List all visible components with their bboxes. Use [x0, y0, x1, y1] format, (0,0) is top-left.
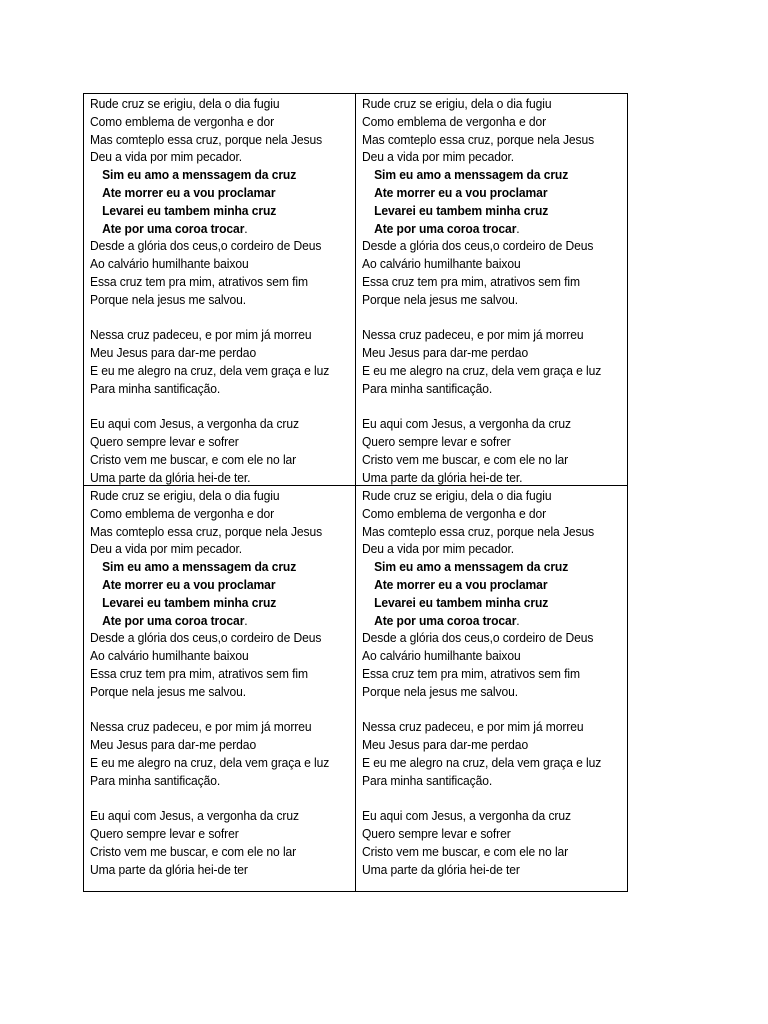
verse-line: Eu aqui com Jesus, a vergonha da cruz: [90, 416, 299, 432]
chorus-text: Ate morrer eu a vou proclamar: [102, 184, 276, 200]
verse-line: Essa cruz tem pra mim, atrativos sem fim: [362, 665, 580, 681]
chorus-line: [90, 576, 336, 594]
verse-line: Nessa cruz padeceu, e por mim já morreu: [90, 719, 312, 735]
verse-line: Rude cruz se erigiu, dela o dia fugiu: [362, 96, 552, 111]
verse-line: Desde a glória dos ceus,o cordeiro de Deus: [90, 630, 322, 646]
verse-line: Uma parte da glória hei-de ter.: [90, 469, 251, 485]
chorus-line: [90, 166, 336, 184]
verse-line: Deu a vida por mim pecador.: [90, 541, 243, 557]
verse-line: Para minha santificação.: [362, 772, 493, 788]
chorus-line: [362, 594, 608, 612]
verse-line: Rude cruz se erigiu, dela o dia fugiu: [90, 488, 280, 503]
chorus-line: [90, 202, 336, 220]
verse-line: Para minha santificação.: [90, 772, 221, 788]
verse-line: Meu Jesus para dar-me perdao: [90, 345, 257, 361]
verse-line: Mas comteplo essa cruz, porque nela Jesus: [90, 523, 323, 539]
verse-line: Eu aqui com Jesus, a vergonha da cruz: [362, 808, 571, 824]
lyrics-table: [83, 93, 628, 892]
verse-line: Porque nela jesus me salvou.: [90, 291, 247, 307]
verse-line: Porque nela jesus me salvou.: [362, 683, 519, 699]
chorus-text: Sim eu amo a menssagem da cruz: [374, 559, 569, 575]
chorus-line: [90, 612, 336, 630]
verse-line: E eu me alegro na cruz, dela vem graça e luz: [362, 362, 602, 378]
chorus-line: [362, 166, 608, 184]
stanza-gap: [90, 701, 336, 719]
verse-line: Como emblema de vergonha e dor: [362, 505, 547, 521]
verse-line: Quero sempre levar e sofrer: [90, 826, 239, 842]
verse-line: Meu Jesus para dar-me perdao: [362, 345, 529, 361]
verse-line: Ao calvário humilhante baixou: [362, 648, 521, 664]
verse-line: Rude cruz se erigiu, dela o dia fugiu: [362, 488, 552, 503]
verse-line: Eu aqui com Jesus, a vergonha da cruz: [362, 416, 571, 432]
verse-line: Essa cruz tem pra mim, atrativos sem fim: [90, 665, 308, 681]
verse-line: Essa cruz tem pra mim, atrativos sem fim: [90, 273, 308, 289]
verse-line: Desde a glória dos ceus,o cordeiro de Deus: [90, 238, 322, 254]
verse-line: Porque nela jesus me salvou.: [90, 683, 247, 699]
verse-line: Mas comteplo essa cruz, porque nela Jesus: [362, 523, 595, 539]
chorus-text: Ate morrer eu a vou proclamar: [102, 576, 276, 592]
verse-line: Quero sempre levar e sofrer: [362, 826, 511, 842]
chorus-text: Levarei eu tambem minha cruz: [374, 202, 549, 218]
verse-line: Para minha santificação.: [90, 380, 221, 396]
verse-line: Meu Jesus para dar-me perdao: [362, 737, 529, 753]
chorus-text: Sim eu amo a menssagem da cruz: [102, 559, 297, 575]
verse-line: E eu me alegro na cruz, dela vem graça e luz: [362, 754, 602, 770]
verse-line: Cristo vem me buscar, e com ele no lar: [90, 843, 297, 859]
chorus-text: Ate morrer eu a vou proclamar: [374, 184, 548, 200]
chorus-end-punctuation: .: [244, 612, 248, 628]
verse-line: Nessa cruz padeceu, e por mim já morreu: [90, 327, 312, 343]
chorus-end-punctuation: .: [516, 220, 520, 236]
verse-line: Cristo vem me buscar, e com ele no lar: [90, 451, 297, 467]
verse-line: Cristo vem me buscar, e com ele no lar: [362, 451, 569, 467]
chorus-text: Levarei eu tambem minha cruz: [374, 594, 549, 610]
verse-line: Rude cruz se erigiu, dela o dia fugiu: [90, 96, 280, 111]
table-row-top: [84, 94, 628, 486]
verse-line: Deu a vida por mim pecador.: [362, 541, 515, 557]
verse-line: Deu a vida por mim pecador.: [362, 149, 515, 165]
verse-line: Uma parte da glória hei-de ter: [90, 861, 248, 877]
chorus-text: Sim eu amo a menssagem da cruz: [374, 167, 569, 183]
verse-line: Mas comteplo essa cruz, porque nela Jesus: [90, 131, 323, 147]
table-row-bottom: [84, 486, 628, 892]
verse-line: Meu Jesus para dar-me perdao: [90, 737, 257, 753]
chorus-line: [362, 576, 608, 594]
verse-line: Ao calvário humilhante baixou: [90, 256, 249, 272]
verse-line: Cristo vem me buscar, e com ele no lar: [362, 843, 569, 859]
verse-line: Nessa cruz padeceu, e por mim já morreu: [362, 327, 584, 343]
stanza-gap: [90, 790, 336, 808]
verse-line: Quero sempre levar e sofrer: [90, 434, 239, 450]
chorus-line: [362, 612, 608, 630]
chorus-end-punctuation: .: [244, 220, 248, 236]
verse-line: Eu aqui com Jesus, a vergonha da cruz: [90, 808, 299, 824]
chorus-line: [362, 558, 608, 576]
verse-line: E eu me alegro na cruz, dela vem graça e luz: [90, 754, 330, 770]
chorus-text: Levarei eu tambem minha cruz: [102, 202, 277, 218]
chorus-text: Ate por uma coroa trocar: [102, 220, 245, 236]
verse-line: Porque nela jesus me salvou.: [362, 291, 519, 307]
stanza-gap: [362, 398, 608, 416]
verse-line: Desde a glória dos ceus,o cordeiro de Deus: [362, 238, 594, 254]
verse-line: Ao calvário humilhante baixou: [90, 648, 249, 664]
chorus-line: [362, 202, 608, 220]
verse-line: Como emblema de vergonha e dor: [362, 113, 547, 129]
verse-line: Essa cruz tem pra mim, atrativos sem fim: [362, 273, 580, 289]
verse-line: E eu me alegro na cruz, dela vem graça e luz: [90, 362, 330, 378]
lyrics-cell-top-right: [356, 94, 628, 486]
stanza-gap: [362, 309, 608, 327]
verse-line: Uma parte da glória hei-de ter.: [362, 469, 523, 485]
verse-line: Deu a vida por mim pecador.: [90, 149, 243, 165]
stanza-gap: [362, 701, 608, 719]
chorus-line: [90, 220, 336, 238]
verse-line: Quero sempre levar e sofrer: [362, 434, 511, 450]
chorus-line: [362, 184, 608, 202]
verse-line: Desde a glória dos ceus,o cordeiro de Deus: [362, 630, 594, 646]
chorus-line: [90, 594, 336, 612]
chorus-text: Ate por uma coroa trocar: [102, 612, 245, 628]
verse-line: Mas comteplo essa cruz, porque nela Jesus: [362, 131, 595, 147]
chorus-text: Ate por uma coroa trocar: [374, 612, 517, 628]
lyrics-cell-bottom-right: [356, 486, 628, 892]
chorus-text: Levarei eu tambem minha cruz: [102, 594, 277, 610]
verse-line: Nessa cruz padeceu, e por mim já morreu: [362, 719, 584, 735]
lyrics-cell-top-left: [84, 94, 356, 486]
chorus-text: Ate por uma coroa trocar: [374, 220, 517, 236]
chorus-end-punctuation: .: [516, 612, 520, 628]
chorus-text: Ate morrer eu a vou proclamar: [374, 576, 548, 592]
lyrics-cell-bottom-left: [84, 486, 356, 892]
verse-line: Para minha santificação.: [362, 380, 493, 396]
chorus-line: [90, 558, 336, 576]
verse-line: Como emblema de vergonha e dor: [90, 113, 275, 129]
verse-line: Ao calvário humilhante baixou: [362, 256, 521, 272]
chorus-line: [90, 184, 336, 202]
verse-line: Uma parte da glória hei-de ter: [362, 861, 520, 877]
chorus-line: [362, 220, 608, 238]
stanza-gap: [90, 398, 336, 416]
stanza-gap: [362, 790, 608, 808]
verse-line: Como emblema de vergonha e dor: [90, 505, 275, 521]
stanza-gap: [90, 309, 336, 327]
chorus-text: Sim eu amo a menssagem da cruz: [102, 167, 297, 183]
